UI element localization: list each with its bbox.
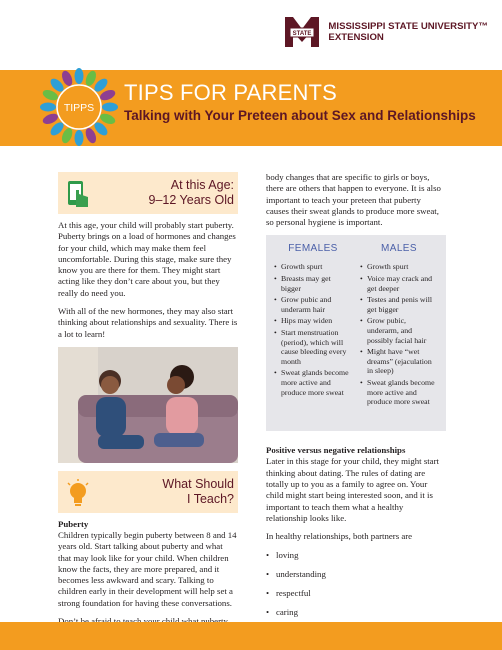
list-item: • Voice may crack and get deeper [360, 274, 438, 293]
list-item: • Testes and penis will get bigger [360, 295, 438, 314]
age-paragraph-1: At this age, your child will probably start puberty. Puberty brings on a load of hormones and changes for your child, which may make them feel uncomfortable. During this stage, make sure they know you are there for them. They might start acting like they don’t care about you, but they really do need you. [58, 220, 236, 298]
list-item: • Might have “wet dreams” (ejaculation in sleep) [360, 347, 438, 376]
hygiene-paragraph: body changes that are specific to girls or boys, there are others that happen to everyone. It is also important to teach your preteen that puberty causes their sweat glands to produce more sweat, so personal hygiene is important. [266, 172, 441, 228]
males-heading: MALES [381, 243, 417, 255]
list-item: • Breasts may get bigger [274, 274, 352, 293]
phone-hand-icon [66, 180, 90, 210]
page-header [0, 0, 502, 70]
age-paragraph-2: With all of the new hormones, they may also start thinking about relationships and sexuality. There is a lot to learn! [58, 306, 238, 339]
page-title: TIPS FOR PARENTS [124, 80, 338, 105]
parent-child-photo [58, 347, 238, 463]
lightbulb-icon [66, 479, 90, 509]
list-item: • Growth spurt [274, 262, 352, 272]
org-name-tm: ™ [478, 21, 488, 32]
msu-seal-icon [282, 14, 322, 50]
org-name-line2: EXTENSION [328, 32, 384, 43]
teach-heading-line1: What Should [162, 476, 234, 491]
relationships-subheading: Positive versus negative relationships [266, 445, 406, 456]
healthy-partners-paragraph: In healthy relationships, both partners are [266, 531, 413, 542]
org-name-line1: MISSISSIPPI STATE UNIVERSITY [328, 21, 479, 32]
list-item: • caring [266, 607, 446, 618]
footer-band [0, 622, 502, 650]
list-item: • understanding [266, 569, 446, 580]
females-column [270, 241, 356, 425]
msu-extension-logo[interactable] [282, 14, 488, 50]
list-item: • Growth spurt [360, 262, 438, 272]
age-section-heading [58, 172, 238, 214]
teach-section-heading [58, 471, 238, 513]
list-item: • Grow pubic and underarm hair [274, 295, 352, 314]
seal-text: STATE [293, 31, 312, 37]
list-item: • respectful [266, 588, 446, 599]
right-column [266, 172, 446, 626]
page-subtitle: Talking with Your Preteen about Sex and Relationships [124, 108, 476, 123]
list-item: • Grow pubic, underarm, and possibly facial hair [360, 316, 438, 345]
males-column [356, 241, 442, 425]
list-item: • Sweat glands become more active and produce more sweat [360, 378, 438, 407]
list-item: • loving [266, 550, 446, 561]
list-item: • Hips may widen [274, 316, 352, 326]
tipps-badge-icon [38, 66, 120, 148]
age-heading-line1: At this Age: [170, 178, 234, 192]
list-item: • Sweat glands become more active and produce more sweat [274, 368, 352, 397]
puberty-subheading: Puberty [58, 518, 89, 529]
list-item: • Start menstruation (period), which will cause bleeding every month [274, 328, 352, 366]
puberty-paragraph: Children typically begin puberty between 8 and 14 years old. Start talking about puberty and what that may look like for your child. When children know the facts, they are more prepared, and it becomes less awkward and scary. Talking to children early in their development will help set a strong foundation for having these conversations. [58, 529, 237, 608]
teach-heading-line2: I Teach? [186, 491, 234, 506]
puberty-changes-table [266, 235, 446, 431]
healthy-qualities-list [266, 550, 446, 618]
badge-text: TIPPS [63, 102, 95, 114]
age-heading-line2: 9–12 Years Old [148, 193, 234, 207]
org-name [328, 21, 488, 43]
left-column [58, 172, 238, 646]
dating-paragraph: Later in this stage for your child, they might start thinking about dating. The rules of dating are totally up to you as a family to agree on. Your child might start being interested soon, and it is important to teach them what a healthy relationship looks like. [266, 456, 439, 523]
females-heading: FEMALES [288, 243, 338, 255]
